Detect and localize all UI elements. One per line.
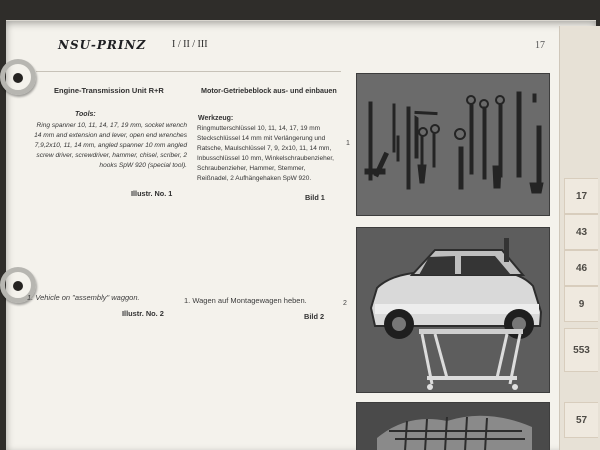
- english-section-title: Engine-Transmission Unit R+R: [54, 86, 164, 95]
- tools-text: Ring spanner 10, 11, 14, 17, 19 mm, socket wrench 14 mm and extension and lever, open end wrenches 7,9,2x10, 11, 14 mm, angled spanner 10 mm angled screw driver, screwdriver, hammer, chisel, scriber, 2 hooks SpW 920 (special tool).: [34, 122, 187, 169]
- brand-logo-text: NSU-PRINZ: [58, 38, 147, 52]
- tab-553[interactable]: 553: [564, 328, 598, 372]
- car-on-stand-photo: [356, 227, 550, 393]
- german-illustration-label-2: Bild 2: [304, 312, 325, 321]
- tab-57[interactable]: 57: [564, 402, 598, 438]
- tab-43[interactable]: 43: [564, 214, 598, 250]
- index-tabs: [559, 26, 600, 450]
- step-number-1: 1: [346, 140, 350, 147]
- english-step: 1. Vehicle on "assembly" waggon.: [27, 293, 140, 302]
- binder-ring-icon: [0, 59, 36, 95]
- tools-photo: [356, 73, 550, 216]
- english-illustration-label-2: Illustr. No. 2: [122, 309, 164, 318]
- tab-46[interactable]: 46: [564, 250, 598, 286]
- tab-17[interactable]: 17: [564, 178, 598, 214]
- german-illustration-label-1: Bild 1: [305, 193, 325, 202]
- header-rule: [36, 71, 341, 72]
- werkzeug-text: Ringmutterschlüssel 10, 11, 14, 17, 19 mm Steckschlüssel 14 mm mit Verlängerung und Ratsche, Maulschlüssel 7, 9, 2x10, 11, 14 mm, Inbusschlüssel 10 mm, Winkelschraubenzieher, Schraubenzieher, Hammer, Stemmer, Reißnadel, 2 Aufhängehaken SpW 920.: [197, 125, 334, 182]
- german-section-title: Motor-Getriebeblock aus- und einbauen: [201, 86, 337, 95]
- tab-9[interactable]: 9: [564, 286, 598, 322]
- volume-label: I / II / III: [172, 39, 208, 50]
- english-illustration-label-1: Illustr. No. 1: [131, 189, 173, 198]
- step-number-2: 2: [343, 300, 347, 307]
- engine-photo: [356, 402, 550, 450]
- tools-label: Tools:: [75, 111, 96, 118]
- page-number: 17: [535, 40, 545, 51]
- german-step: 1. Wagen auf Montagewagen heben.: [184, 296, 307, 305]
- werkzeug-label: Werkzeug:: [198, 115, 234, 122]
